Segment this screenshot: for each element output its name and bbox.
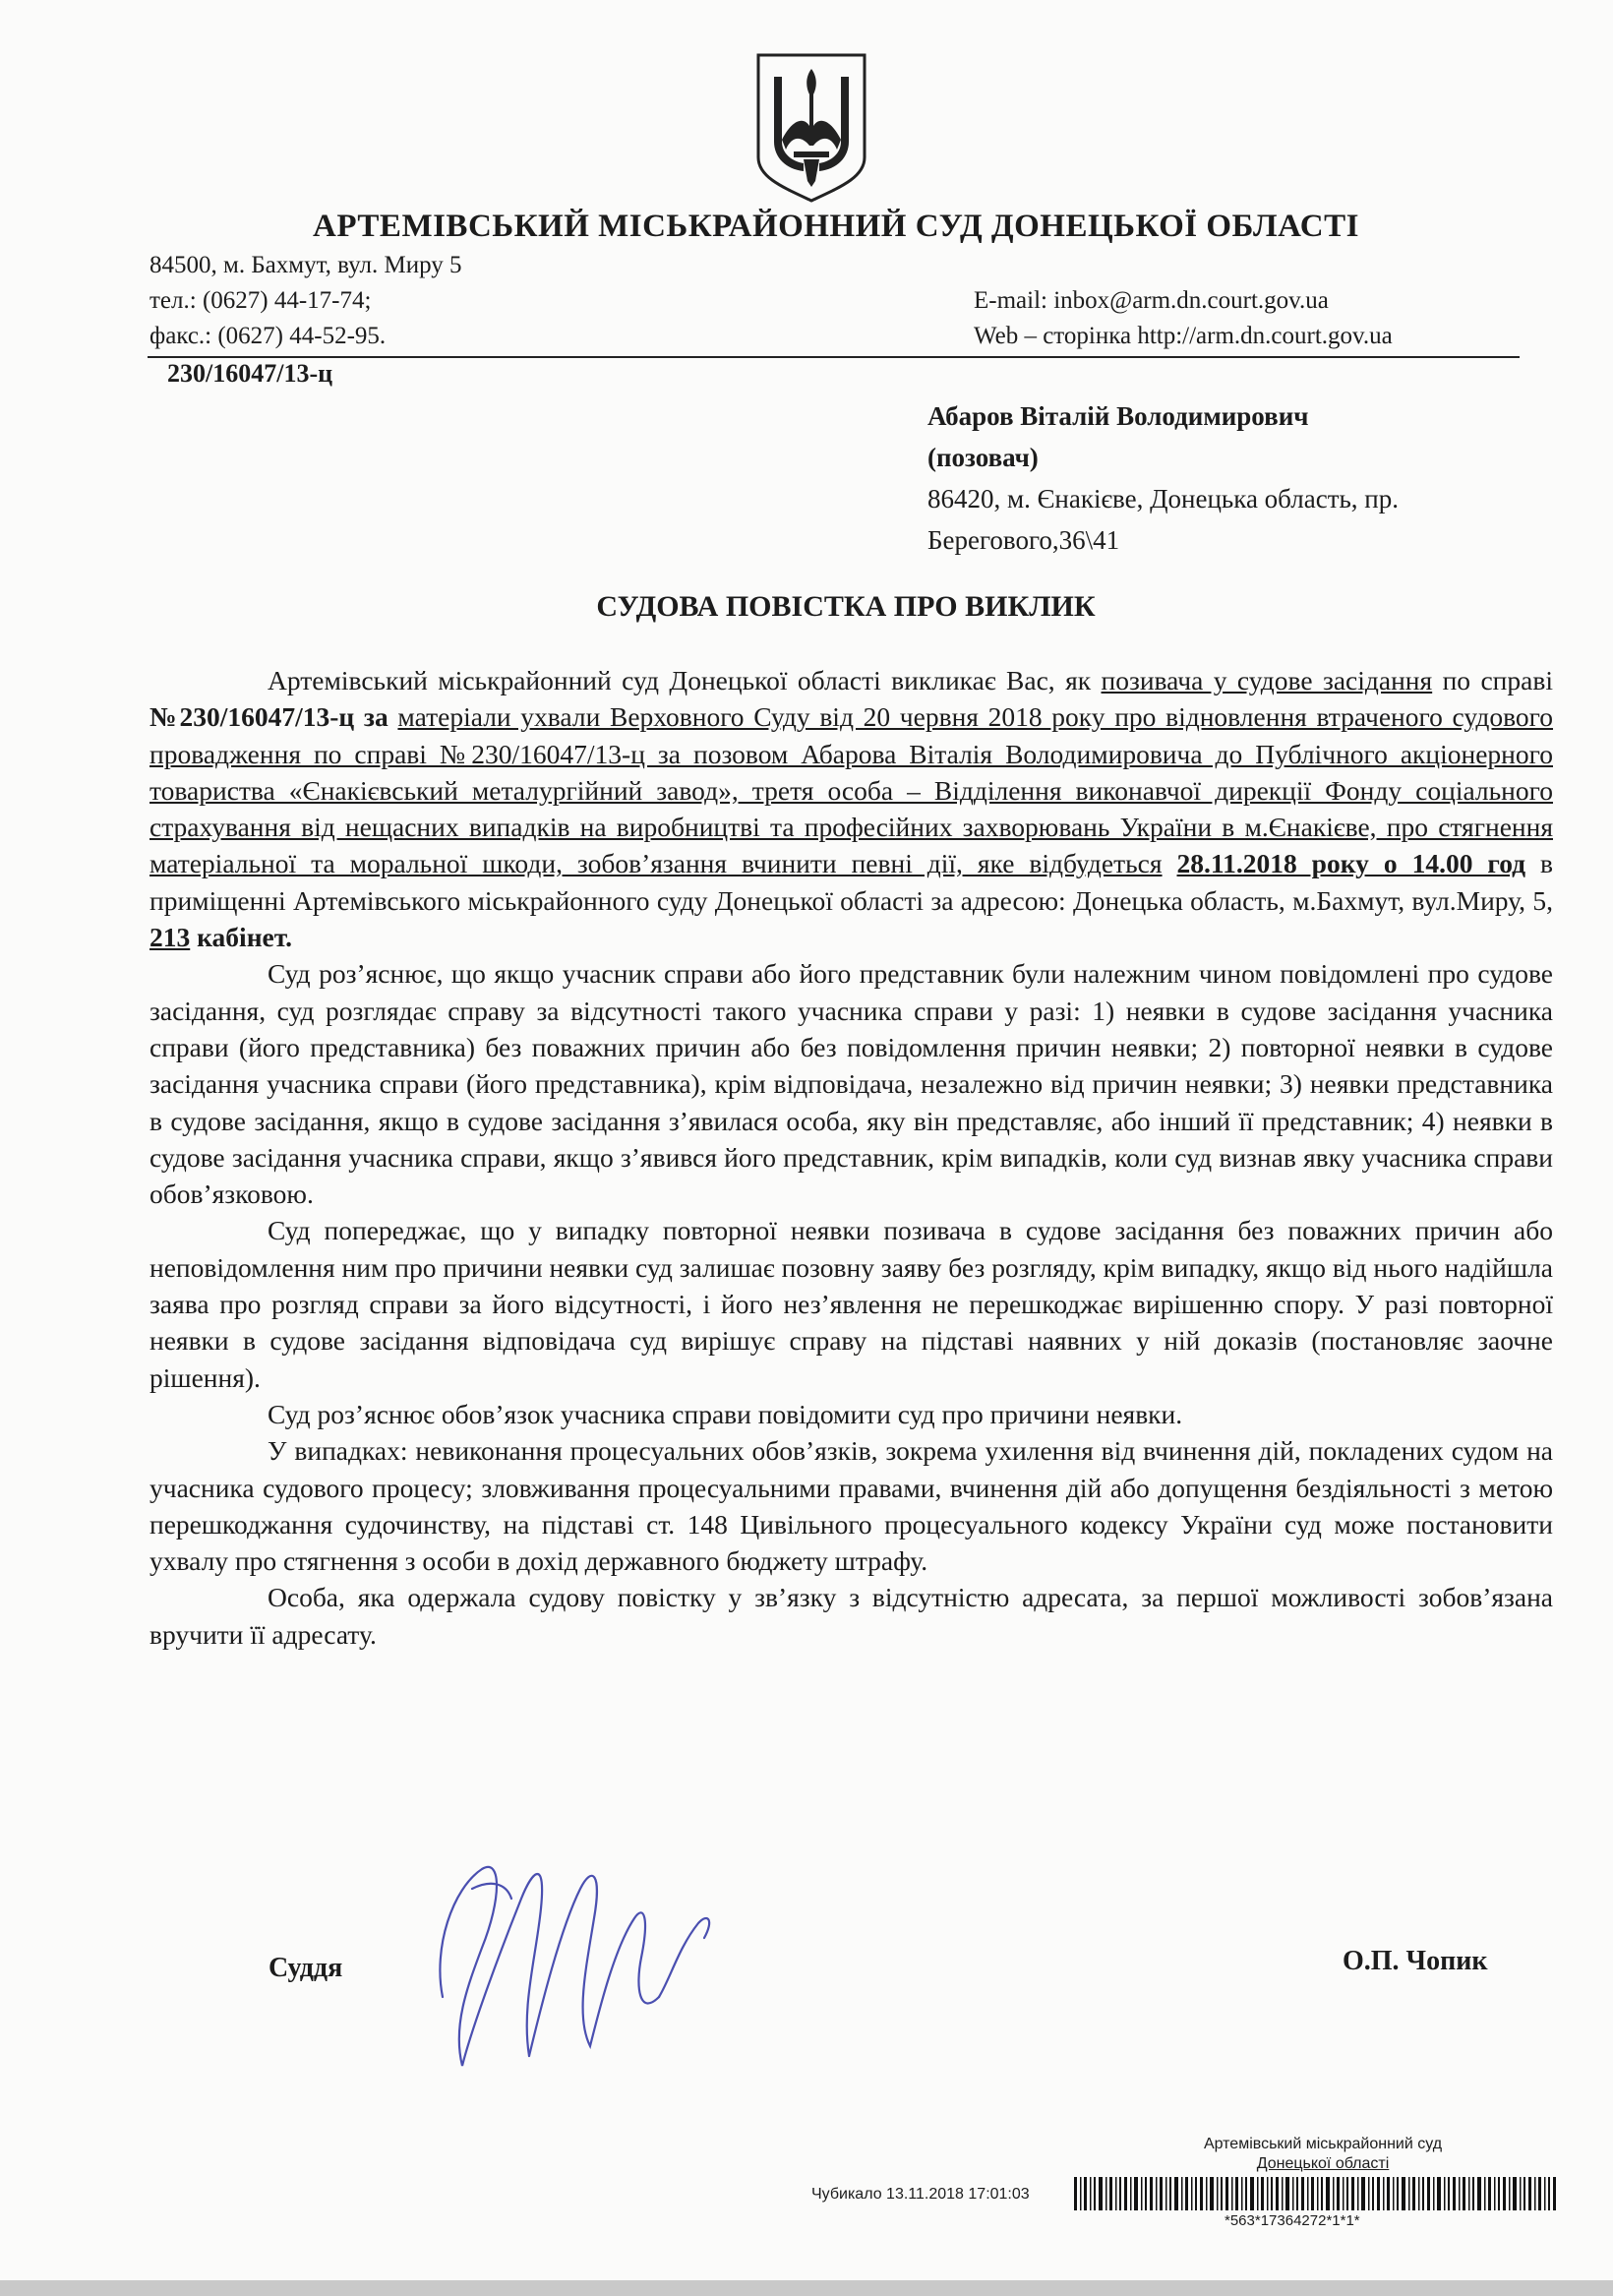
p1-underlined: позивача у судове засідання — [1101, 665, 1433, 695]
barcode — [1074, 2177, 1556, 2210]
paragraph-summons — [149, 662, 1553, 955]
court-email: E-mail: inbox@arm.dn.court.gov.ua — [974, 287, 1329, 314]
court-website: Web – сторінка http://arm.dn.court.gov.ua — [974, 323, 1393, 349]
court-fax: факс.: (0627) 44-52-95. — [149, 323, 387, 349]
p1-text: Артемівський міськрайонний суд Донецької області викликає Вас, як — [268, 665, 1102, 695]
page-bottom-edge — [0, 2280, 1613, 2296]
document-title: СУДОВА ПОВІСТКА ПРО ВИКЛИК — [596, 590, 1096, 623]
court-contacts-right — [974, 283, 1393, 354]
paragraph-warning: Суд попереджає, що у випадку повторної неявки позивача в судове засідання без поважних причин або неповідомлення ним про причини неявки суд залишає позовну заяву без розгляду, крім випадку, якщо від нього надійшла заява про розгляд справи за його відсутності, і його нез’явлення не перешкоджає вирішенню спору. У разі повторної неявки в судове засідання відповідача суд вирішує справу на підставі наявних у ній доказів (постановляє заочне рішення). — [149, 1215, 1553, 1393]
barcode-number: *563*17364272*1*1* — [1225, 2212, 1360, 2229]
p1-case-description: матеріали ухвали Верховного Суду від 20 червня 2018 року про відновлення втраченого судового провадження по справі №230/16047/13-ц за позовом Абарова Віталія Володимировича до Публічного акціонерного товариства «Єнакієвський металургійний завод», третя особа – Відділення виконавчої дирекції Фонду соціального страхування від нещасних випадків на виробництві та професійних захворювань України в м.Єнакієве, про стягнення матеріальної та моральної шкоди, зобов’язання вчинити певні дії, яке відбудеться — [149, 701, 1554, 879]
p1-bold: за — [363, 701, 388, 733]
paragraph-delivery: Особа, яка одержала судову повістку у зв’язку з відсутністю адресата, за першої можливості зобов’язана вручити її адресату. — [149, 1582, 1553, 1650]
recipient-role: (позовач) — [927, 443, 1039, 472]
paragraph-penalty: У випадках: невиконання процесуальних обов’язків, зокрема ухилення від вчинення дій, покладених судом на учасника судового процесу; зловживання процесуальними правами, вчинення дій або допущення бездіяльності з метою перешкоджання судочинству, на підставі ст. 148 Цивільного процесуального кодексу України суд може постановити ухвалу про стягнення з особи в дохід державного бюджету штрафу. — [149, 1435, 1553, 1577]
court-address: 84500, м. Бахмут, вул. Миру 5 — [149, 252, 462, 278]
judge-label: Суддя — [269, 1953, 343, 1983]
p1-text: в приміщенні Артемівського міськрайонного суду Донецької області за адресою: Донецька область, м.Бахмут, вул.Миру, 5, — [149, 848, 1553, 916]
p1-room-label: кабінет. — [190, 922, 293, 953]
p1-text — [388, 701, 398, 732]
judge-name: О.П. Чопик — [1343, 1946, 1488, 1976]
court-name: АРТЕМІВСЬКИЙ МІСЬКРАЙОННИЙ СУД ДОНЕЦЬКОЇ ОБЛАСТІ — [313, 209, 1359, 244]
document-body — [149, 662, 1553, 1653]
stamp-court-line1: Артемівський міськрайонний суд — [1203, 2136, 1443, 2152]
recipient-block — [927, 395, 1537, 561]
hearing-datetime: 28.11.2018 року о 14.00 год — [1176, 848, 1526, 879]
p1-text — [1163, 848, 1177, 878]
court-phone: тел.: (0627) 44-17-74; — [149, 287, 372, 314]
paragraph-absence-rules: Суд роз’яснює, що якщо учасник справи або його представник були належним чином повідомлені про судове засідання, суд розглядає справу за відсутності такого учасника справи у разі: 1) неявки в судове засідання учасника справи (його представника) без поважних причин або без повідомлення причин неявки; 2) повторної неявки в судове засідання учасника справи (його представника), крім відповідача, незалежно від причин неявки; 3) неявки представника в судове засідання, якщо в судове засідання з’явилася особа, яку він представляє, або інший її представник; 4) неявки в судове засідання учасника справи, якщо з’явився його представник, крім випадків, коли суд визнав явку учасника справи обов’язковою. — [149, 958, 1553, 1210]
registration-stamp — [1175, 2135, 1470, 2174]
p1-text: по справі — [1432, 665, 1553, 695]
stamp-registrar: Чубикало 13.11.2018 17:01:03 — [811, 2186, 1030, 2203]
paragraph-duty-notify: Суд роз’яснює обов’язок учасника справи повідомити суд про причини неявки. — [268, 1398, 1183, 1429]
header-divider — [148, 356, 1520, 358]
handwritten-signature — [413, 1830, 728, 2085]
stamp-court-line2: Донецької області — [1256, 2155, 1390, 2172]
room-number: 213 — [149, 922, 191, 953]
p1-case-number: №230/16047/13-ц — [149, 701, 355, 733]
case-number: 230/16047/13-ц — [167, 359, 333, 388]
recipient-name: Абаров Віталій Володимирович — [927, 401, 1309, 431]
p1-text — [354, 701, 364, 732]
recipient-address-line1: 86420, м. Єнакієве, Донецька область, пр. — [927, 484, 1399, 514]
recipient-address-line2: Берегового,36\41 — [927, 525, 1120, 555]
coat-of-arms-icon — [752, 51, 870, 204]
court-contacts-left — [149, 248, 462, 354]
